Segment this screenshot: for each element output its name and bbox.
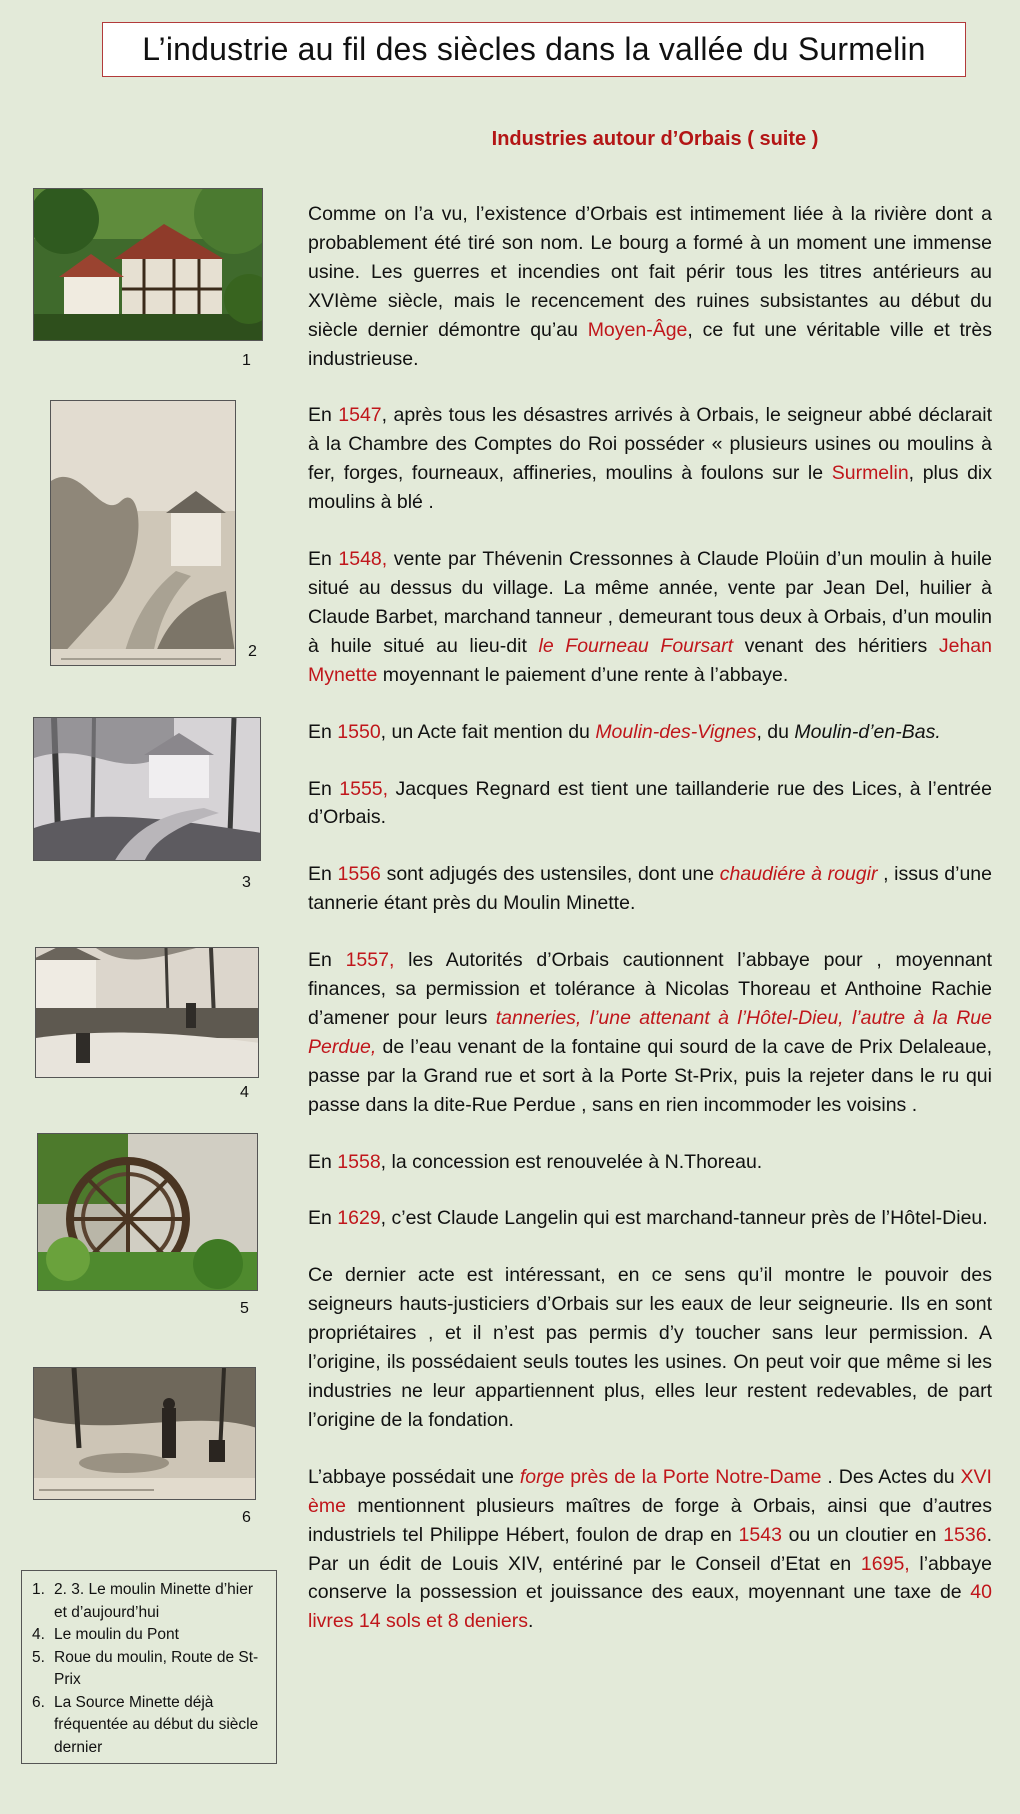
text-run: , un Acte fait mention du xyxy=(380,720,596,743)
paragraph xyxy=(308,946,992,1119)
highlighted-text: 1695, xyxy=(860,1552,910,1575)
paragraph xyxy=(308,1148,992,1177)
text-run: L’abbaye possédait une xyxy=(308,1465,520,1488)
caption-number: 4. xyxy=(32,1626,45,1643)
photo-1 xyxy=(33,188,263,341)
text-run: En xyxy=(308,777,340,800)
text-run: . Des Actes du xyxy=(821,1465,961,1488)
highlighted-text: le Fourneau Foursart xyxy=(538,634,734,657)
text-run: mentionnent plusieurs maîtres de forge à Orbais, ainsi que d’autres industriels tel Philippe Hébert, foulon de drap en xyxy=(308,1494,992,1546)
photo-number: 6 xyxy=(242,1509,251,1526)
highlighted-text: 1557, xyxy=(345,949,395,972)
photo-2 xyxy=(50,400,236,666)
caption-text: Roue du moulin, Route de St-Prix xyxy=(54,1648,259,1688)
caption-box xyxy=(21,1570,277,1764)
highlighted-text: Moyen-Âge xyxy=(587,318,688,341)
text-run: En xyxy=(308,863,338,886)
photo-number: 2 xyxy=(248,643,257,660)
text-run: vente par Thévenin Cressonnes à Claude Ploüin d’un moulin à huile situé au dessus du village. La même année, vente par Jean Del, huilier à Claude Barbet, marchand tanneur , demeurant tous deux à Orbais, d’un moulin à huile situé au lieu-dit xyxy=(308,548,992,657)
text-run: ou un cloutier en xyxy=(781,1523,944,1546)
photo-number: 1 xyxy=(242,352,251,369)
highlighted-text: 1629 xyxy=(337,1207,381,1230)
text-run: sont adjugés des ustensiles, dont une xyxy=(380,863,720,886)
title-box xyxy=(102,22,966,77)
caption-text: Le moulin du Pont xyxy=(54,1626,179,1643)
paragraph xyxy=(308,545,992,690)
highlighted-text: Surmelin xyxy=(831,462,909,485)
photo-number: 4 xyxy=(240,1084,249,1101)
photo-number: 3 xyxy=(242,874,251,891)
highlighted-text: 1556 xyxy=(337,863,381,886)
photo-5 xyxy=(37,1133,258,1291)
photo-4 xyxy=(35,947,259,1078)
highlighted-text: près de la Porte Notre-Dame xyxy=(564,1465,822,1488)
text-run: , la concession est renouvelée à N.Thoreau. xyxy=(380,1150,763,1173)
photo-number: 5 xyxy=(240,1300,249,1317)
caption-number: 6. xyxy=(32,1693,45,1711)
text-run: , issus d’une tannerie étant près du Moulin Minette. xyxy=(308,863,992,915)
caption-number: 1. xyxy=(32,1581,45,1598)
paragraph xyxy=(308,1204,992,1233)
highlighted-text: Moulin-des-Vignes xyxy=(595,720,757,743)
paragraph xyxy=(308,1463,992,1636)
highlighted-text: 1548, xyxy=(338,548,388,571)
text-run: , c’est Claude Langelin qui est marchand-tanneur près de l’Hôtel-Dieu. xyxy=(380,1207,988,1230)
text-run: En xyxy=(308,949,346,972)
highlighted-text: chaudiére à rougir xyxy=(719,863,878,886)
text-run: , après tous les désastres arrivés à Orbais, le seigneur abbé déclarait à la Chambre des Comptes do Roi posséder « plusieurs usines ou moulins à fer, forges, fourneaux, affineries, moulins à foulons sur le xyxy=(308,404,992,485)
paragraph xyxy=(308,860,992,918)
highlighted-text: XVI ème xyxy=(308,1465,992,1517)
text-run: En xyxy=(308,548,339,571)
text-run: Jacques Regnard est tient une taillanderie rue des Lices, à l’entrée d’Orbais. xyxy=(308,777,992,829)
caption-item xyxy=(32,1624,270,1647)
highlighted-text: tanneries, l’une attenant à l’Hôtel-Dieu, l’autre à la Rue Perdue, xyxy=(308,1006,992,1058)
text-run: Comme on l’a vu, l’existence d’Orbais est intimement liée à la rivière dont a probablement été tiré son nom. Le bourg a formé à un moment une immense usine. Les guerres et incendies ont fait périr tous les titres antérieurs au XVIème siècle, mais le recencement des ruines subsistantes au début du siècle dernier démontre qu’au xyxy=(308,203,992,341)
highlighted-text: 1555, xyxy=(339,777,389,800)
caption-text: La Source Minette déjà fréquentée au début du siècle dernier xyxy=(54,1693,259,1756)
text-run: l’abbaye conserve la possession et jouissance des eaux, moyennant une taxe de xyxy=(308,1552,992,1604)
text-run: de l’eau venant de la fontaine qui sourd de la cave de Prix Delaleaue, passe par la Grand rue et sort à la Porte St-Prix, puis la rejeter dans le ru qui passe dans la dite-Rue Perdue , sans en rien incommoder les voisins . xyxy=(308,1035,992,1116)
photo-3 xyxy=(33,717,261,861)
paragraph xyxy=(308,718,992,747)
text-run: , plus dix moulins à blé . xyxy=(308,462,993,514)
caption-item xyxy=(32,1692,270,1760)
caption-number: 5. xyxy=(32,1648,45,1666)
text-run: En xyxy=(308,720,338,743)
caption-item xyxy=(32,1647,270,1692)
text-run: les Autorités d’Orbais cautionnent l’abbaye pour , moyennant finances, sa permission et tolérance à Nicolas Thoreau et Anthoine Rachie d’amener pour leurs xyxy=(308,949,992,1029)
caption-item xyxy=(32,1579,270,1624)
highlighted-text: 1550 xyxy=(337,720,381,743)
text-run: En xyxy=(308,1150,338,1173)
text-run: moyennant le paiement d’une rente à l’abbaye. xyxy=(377,663,789,686)
photo-6 xyxy=(33,1367,256,1500)
text-run: , du xyxy=(756,720,795,743)
text-run: . Par un édit de Louis XIV, entériné par le Conseil d’Etat en xyxy=(308,1523,992,1575)
text-run: Ce dernier acte est intéressant, en ce sens qu’il montre le pouvoir des seigneurs hauts-justiciers d’Orbais sur les eaux de leur seigneurie. Ils en sont propriétaires , et il n’est pas permis d’y toucher sans leur permission. A l’origine, ils possédaient seuls toutes les usines. On peut voir que même si les industries ne leur appartiennent plus, elles leur restent redevables, de part l’origine de la fondation. xyxy=(308,1264,992,1431)
paragraph xyxy=(308,401,992,517)
highlighted-text: 40 livres 14 sols et 8 deniers xyxy=(308,1581,992,1633)
paragraph xyxy=(308,775,992,833)
text-run: En xyxy=(308,1207,338,1230)
highlighted-text: forge xyxy=(519,1465,565,1488)
text-run: , ce fut une véritable ville et très industrieuse. xyxy=(308,318,993,370)
text-run: En xyxy=(308,404,339,427)
section-subtitle: Industries autour d’Orbais ( suite ) xyxy=(491,128,819,150)
highlighted-text: Jehan Mynette xyxy=(308,634,992,686)
paragraph xyxy=(308,200,992,373)
highlighted-text: 1536 xyxy=(943,1523,987,1546)
text-run: venant des héritiers xyxy=(733,634,939,657)
highlighted-text: 1543 xyxy=(738,1523,782,1546)
highlighted-text: 1558 xyxy=(337,1150,381,1173)
highlighted-text: Moulin-d’en-Bas. xyxy=(794,720,941,743)
paragraph xyxy=(308,1261,992,1434)
page-title: L’industrie au fil des siècles dans la vallée du Surmelin xyxy=(142,31,926,67)
caption-text: 2. 3. Le moulin Minette d’hier et d’aujourd’hui xyxy=(54,1581,254,1621)
article-body xyxy=(308,200,992,1664)
text-run: . xyxy=(528,1610,534,1633)
highlighted-text: 1547 xyxy=(338,404,382,427)
